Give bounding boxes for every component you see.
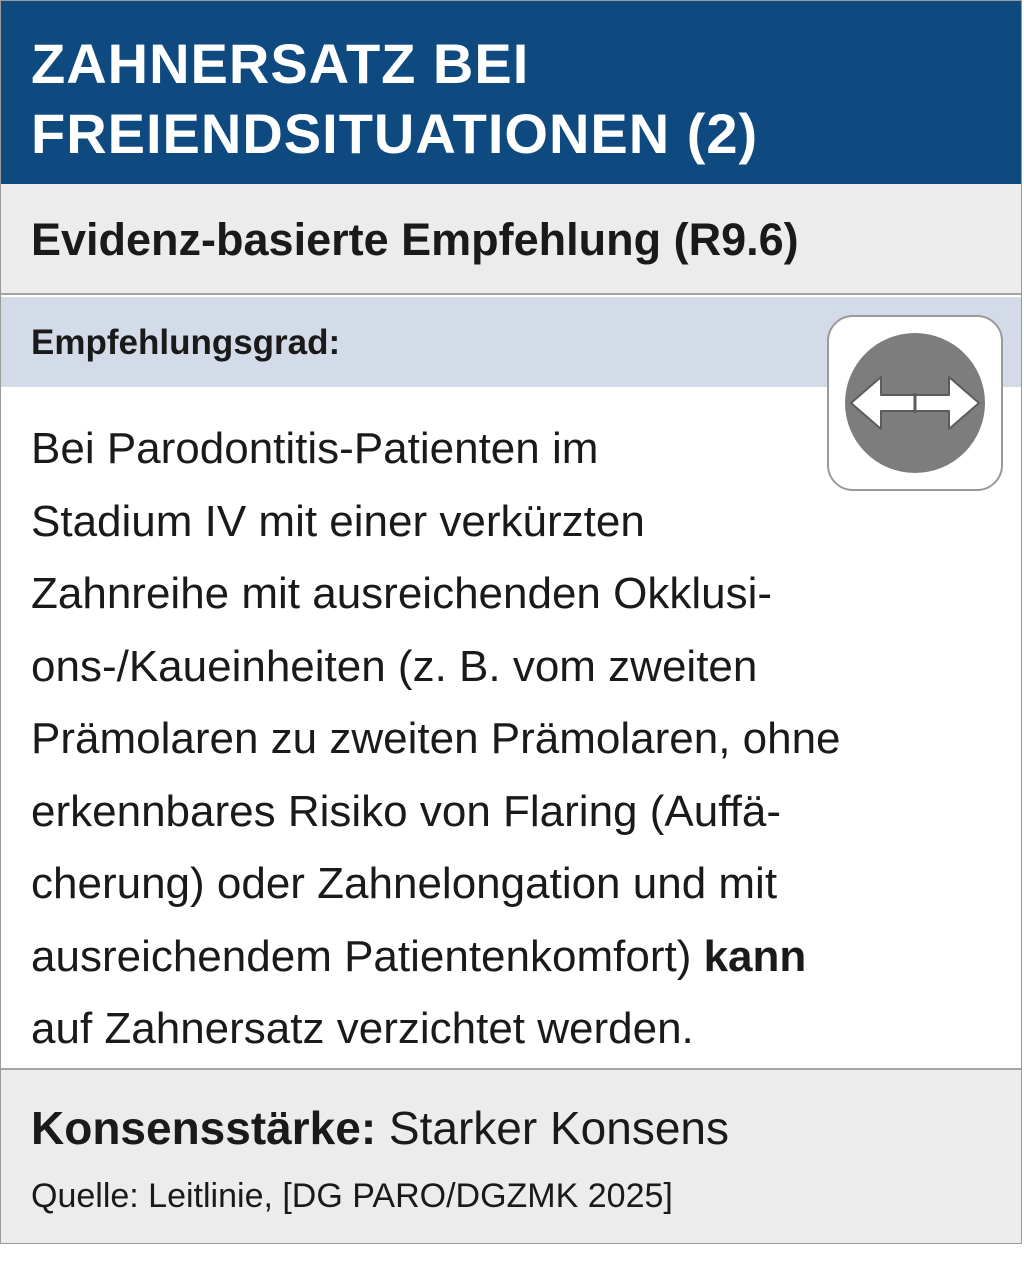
recommendation-text-line: Prämolaren zu zweiten Prämolaren, ohne xyxy=(31,714,841,763)
recommendation-grade-label: Empfehlungsgrad: xyxy=(31,323,341,362)
recommendation-text-line: Bei Parodontitis-Patienten im xyxy=(31,424,599,473)
title-line-2: FREIENDSITUATIONEN (2) xyxy=(31,102,759,165)
consensus-label: Konsensstärke: xyxy=(31,1102,377,1154)
source-citation: Quelle: Leitlinie, [DG PARO/DGZMK 2025] xyxy=(31,1177,673,1215)
recommendation-text-line-with-keyword xyxy=(31,921,1011,994)
consensus-footer xyxy=(1,1068,1021,1243)
recommendation-text-line: auf Zahnersatz verzichtet werden. xyxy=(31,1004,694,1053)
title-line-1: ZAHNERSATZ BEI xyxy=(31,32,530,95)
consensus-value: Starker Konsens xyxy=(376,1102,729,1154)
recommendation-text-line: ons-/Kaueinheiten (z. B. vom zweiten xyxy=(31,641,758,691)
recommendation-text xyxy=(31,413,1011,1066)
recommendation-text-line: cherung) oder Zahnelongation und mit xyxy=(31,859,778,908)
recommendation-keyword: kann xyxy=(703,931,807,981)
recommendation-text-line: Stadium IV mit einer verkürzten xyxy=(31,496,645,546)
recommendation-text-line: Zahnreihe mit ausreichenden Okklusi- xyxy=(31,569,773,618)
consensus-line xyxy=(31,1100,1021,1156)
recommendation-heading-row xyxy=(1,184,1021,295)
recommendation-text-segment: ausreichendem Patientenkomfort) xyxy=(31,931,704,981)
recommendation-heading: Evidenz-basierte Empfehlung (R9.6) xyxy=(31,214,799,265)
recommendation-text-line: erkennbares Risiko von Flaring (Auffä- xyxy=(31,786,781,836)
title-bar xyxy=(1,1,1021,184)
